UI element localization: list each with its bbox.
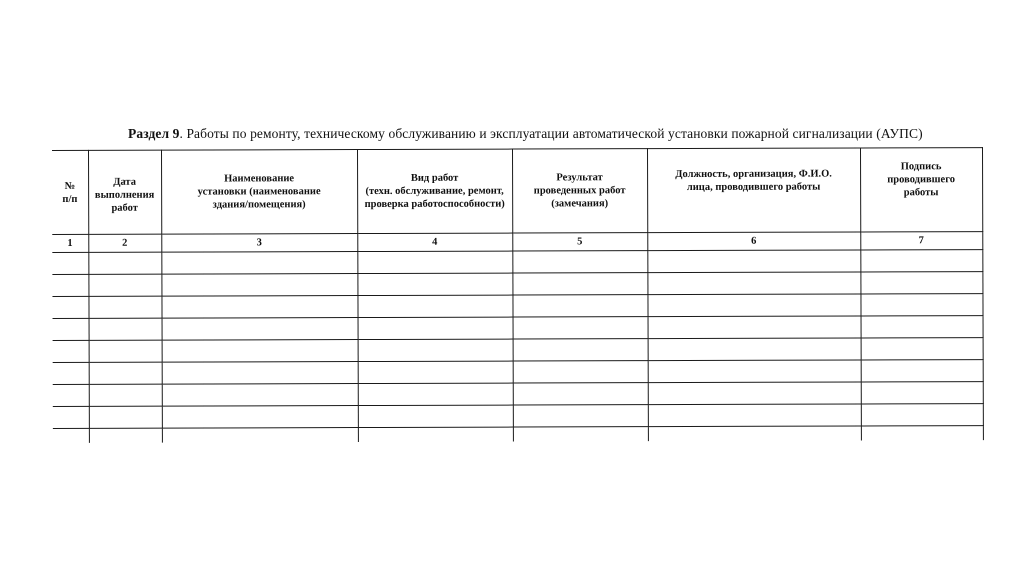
empty-cell — [89, 406, 162, 428]
empty-cell — [513, 317, 648, 339]
table-row — [53, 426, 983, 443]
table-row — [53, 382, 983, 407]
section-label: Раздел 9 — [128, 126, 180, 141]
header-cell-result: Результат проведенных работ (замечания) — [512, 149, 647, 233]
empty-cell — [512, 251, 647, 273]
empty-cell — [162, 384, 358, 407]
empty-cell — [648, 426, 861, 441]
empty-cell — [358, 317, 513, 339]
column-number: 6 — [647, 232, 860, 251]
empty-cell — [512, 273, 647, 295]
empty-cell — [860, 272, 982, 294]
empty-cell — [357, 295, 512, 317]
empty-cell — [861, 360, 983, 382]
empty-cell — [162, 340, 358, 363]
empty-cell — [161, 252, 357, 275]
empty-cell — [162, 406, 358, 429]
empty-cell — [53, 428, 89, 443]
empty-cell — [647, 294, 860, 317]
empty-cell — [89, 340, 162, 362]
table-header-row — [52, 148, 982, 235]
empty-cell — [861, 382, 983, 404]
column-number: 2 — [88, 234, 161, 252]
section-title-text: . Работы по ремонту, техническому обслуживанию и эксплуатации автоматической установки пожарной сигнализации (АУПС) — [179, 126, 923, 141]
empty-cell — [648, 360, 861, 383]
empty-cell — [161, 274, 357, 297]
empty-cell — [860, 250, 982, 272]
empty-cell — [358, 339, 513, 361]
empty-cell — [513, 339, 648, 361]
empty-cell — [358, 405, 513, 427]
header-cell-responsible-person: Должность, организация, Ф.И.О. лица, проводившего работы — [647, 148, 860, 233]
header-cell-signature: Подпись проводившего работы — [860, 148, 982, 232]
empty-cell — [53, 384, 89, 406]
table-row — [52, 250, 982, 275]
empty-cell — [861, 338, 983, 360]
header-cell-work-type: Вид работ (техн. обслуживание, ремонт, проверка работоспособности) — [357, 149, 512, 233]
empty-cell — [513, 405, 648, 427]
empty-cell — [53, 318, 89, 340]
empty-cell — [512, 295, 647, 317]
table-row — [53, 360, 983, 385]
table-row — [53, 338, 983, 363]
empty-cell — [357, 251, 512, 273]
empty-cell — [89, 362, 162, 384]
empty-cell — [52, 296, 88, 318]
empty-cell — [358, 383, 513, 405]
column-number: 4 — [357, 233, 512, 251]
empty-cell — [52, 274, 88, 296]
empty-cell — [89, 318, 162, 340]
repair-log-table — [52, 147, 983, 443]
column-number: 1 — [52, 234, 88, 252]
table-row — [52, 294, 982, 319]
empty-cell — [52, 252, 88, 274]
empty-cell — [861, 404, 983, 426]
empty-cell — [89, 384, 162, 406]
table-row — [53, 316, 983, 341]
empty-cell — [53, 340, 89, 362]
column-number: 3 — [161, 234, 357, 253]
empty-cell — [358, 427, 513, 442]
empty-cell — [513, 383, 648, 405]
table-row — [52, 272, 982, 297]
empty-cell — [162, 362, 358, 385]
column-number: 5 — [512, 233, 647, 251]
empty-cell — [647, 272, 860, 295]
empty-cell — [88, 296, 161, 318]
header-cell-number: № п/п — [52, 150, 88, 234]
document-title — [128, 126, 928, 142]
empty-cell — [861, 316, 983, 338]
empty-cell — [861, 426, 983, 441]
empty-cell — [161, 296, 357, 319]
empty-cell — [88, 252, 161, 274]
empty-cell — [53, 362, 89, 384]
empty-cell — [88, 274, 161, 296]
empty-cell — [647, 250, 860, 273]
empty-cell — [53, 406, 89, 428]
empty-cell — [358, 361, 513, 383]
header-cell-date: Дата выполнения работ — [88, 150, 161, 234]
empty-cell — [648, 316, 861, 339]
empty-cell — [648, 338, 861, 361]
empty-cell — [860, 294, 982, 316]
empty-cell — [513, 427, 648, 442]
empty-cell — [162, 318, 358, 341]
empty-cell — [648, 382, 861, 405]
empty-cell — [162, 428, 358, 443]
empty-cell — [357, 273, 512, 295]
column-number: 7 — [860, 232, 982, 250]
empty-cell — [89, 428, 162, 443]
empty-cell — [648, 404, 861, 427]
header-cell-installation-name: Наименование установки (наименование здания/помещения) — [161, 150, 357, 235]
empty-cell — [513, 361, 648, 383]
table-row — [53, 404, 983, 429]
